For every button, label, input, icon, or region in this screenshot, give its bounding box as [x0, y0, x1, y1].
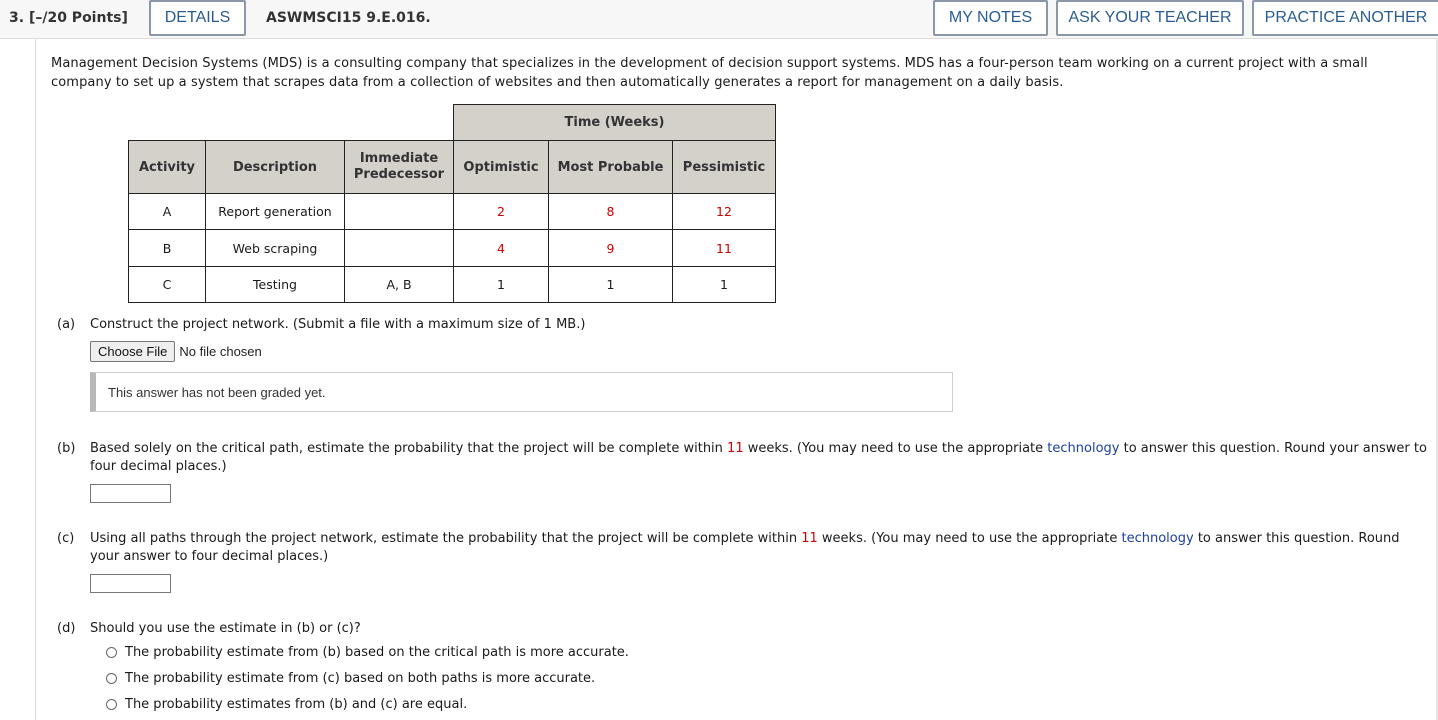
col-description: Description — [206, 141, 345, 194]
part-b-answer-input[interactable] — [90, 484, 171, 503]
part-d — [57, 620, 1427, 638]
radio-button[interactable] — [106, 647, 117, 658]
cell-pessimistic: 1 — [673, 267, 776, 303]
question-header — [0, 0, 1438, 39]
cell-description: Report generation — [206, 194, 345, 230]
cell-activity: B — [129, 230, 206, 267]
part-d-text: Should you use the estimate in (b) or (c)? — [90, 621, 361, 636]
graded-status-text: This answer has not been graded yet. — [108, 384, 326, 400]
part-c-answer-input[interactable] — [90, 574, 171, 593]
option-row[interactable] — [106, 671, 595, 686]
option-row[interactable] — [106, 645, 629, 660]
my-notes-button[interactable]: MY NOTES — [933, 0, 1048, 36]
file-upload — [90, 341, 262, 362]
question-content — [35, 39, 1438, 720]
col-pessimistic: Pessimistic — [673, 141, 776, 194]
cell-activity: C — [129, 267, 206, 303]
option-label: The probability estimate from (b) based on the critical path is more accurate. — [125, 645, 629, 660]
col-predecessor: Immediate Predecessor — [345, 141, 454, 194]
cell-pessimistic: 11 — [673, 230, 776, 267]
part-b-label: (b) — [57, 441, 76, 456]
choose-file-button[interactable]: Choose File — [90, 341, 175, 362]
cell-predecessor — [345, 194, 454, 230]
part-b-weeks: 11 — [727, 441, 744, 456]
option-label: The probability estimate from (c) based on both paths is more accurate. — [125, 671, 596, 686]
technology-link[interactable]: technology — [1047, 441, 1120, 456]
cell-description: Testing — [206, 267, 345, 303]
option-row[interactable] — [106, 697, 467, 712]
table-row — [129, 267, 776, 303]
details-button[interactable]: DETAILS — [149, 0, 246, 36]
cell-optimistic: 2 — [454, 194, 549, 230]
question-points: 3. [–/20 Points] — [9, 10, 128, 26]
question-code: ASWMSCI15 9.E.016. — [266, 10, 431, 26]
cell-activity: A — [129, 194, 206, 230]
ask-your-teacher-button[interactable]: ASK YOUR TEACHER — [1056, 0, 1244, 36]
col-optimistic: Optimistic — [454, 141, 549, 194]
practice-another-button[interactable]: PRACTICE ANOTHER — [1252, 0, 1438, 36]
radio-button[interactable] — [106, 673, 117, 684]
radio-button[interactable] — [106, 699, 117, 710]
table-row — [129, 230, 776, 267]
problem-intro: Management Decision Systems (MDS) is a consulting company that specializes in the development of decision support systems. MDS has a four-person team working on a current project with a small company to set up a system that scrapes data from a collection of websites and then automatically generates a report for management on a daily basis. — [51, 56, 1368, 90]
part-c-text: Using all paths through the project network, estimate the probability that the project will be complete within 11 weeks. (You may need to use the appropriate technology to answer this question. Round your answer to four decimal places.) — [90, 531, 1400, 564]
part-c-label: (c) — [57, 531, 75, 546]
cell-optimistic: 1 — [454, 267, 549, 303]
no-file-text: No file chosen — [179, 344, 262, 359]
part-d-label: (d) — [57, 621, 76, 636]
cell-description: Web scraping — [206, 230, 345, 267]
part-c — [57, 530, 1427, 570]
activity-table — [128, 104, 776, 303]
part-a-label: (a) — [57, 317, 76, 332]
cell-most-probable: 8 — [549, 194, 673, 230]
cell-most-probable: 9 — [549, 230, 673, 267]
cell-most-probable: 1 — [549, 267, 673, 303]
time-weeks-header: Time (Weeks) — [454, 105, 776, 141]
cell-pessimistic: 12 — [673, 194, 776, 230]
part-c-weeks: 11 — [801, 531, 818, 546]
graded-status-box — [90, 372, 953, 412]
cell-predecessor — [345, 230, 454, 267]
cell-optimistic: 4 — [454, 230, 549, 267]
part-a-text: Construct the project network. (Submit a file with a maximum size of 1 MB.) — [90, 317, 586, 332]
col-activity: Activity — [129, 141, 206, 194]
col-most-probable: Most Probable — [549, 141, 673, 194]
option-label: The probability estimates from (b) and (c) are equal. — [125, 697, 468, 712]
cell-predecessor: A, B — [345, 267, 454, 303]
table-row — [129, 194, 776, 230]
part-b-text: Based solely on the critical path, estimate the probability that the project will be complete within 11 weeks. (You may need to use the appropriate technology to answer this question. Round your answer to four decimal places.) — [90, 441, 1427, 474]
technology-link[interactable]: technology — [1121, 531, 1194, 546]
part-b — [57, 440, 1437, 480]
